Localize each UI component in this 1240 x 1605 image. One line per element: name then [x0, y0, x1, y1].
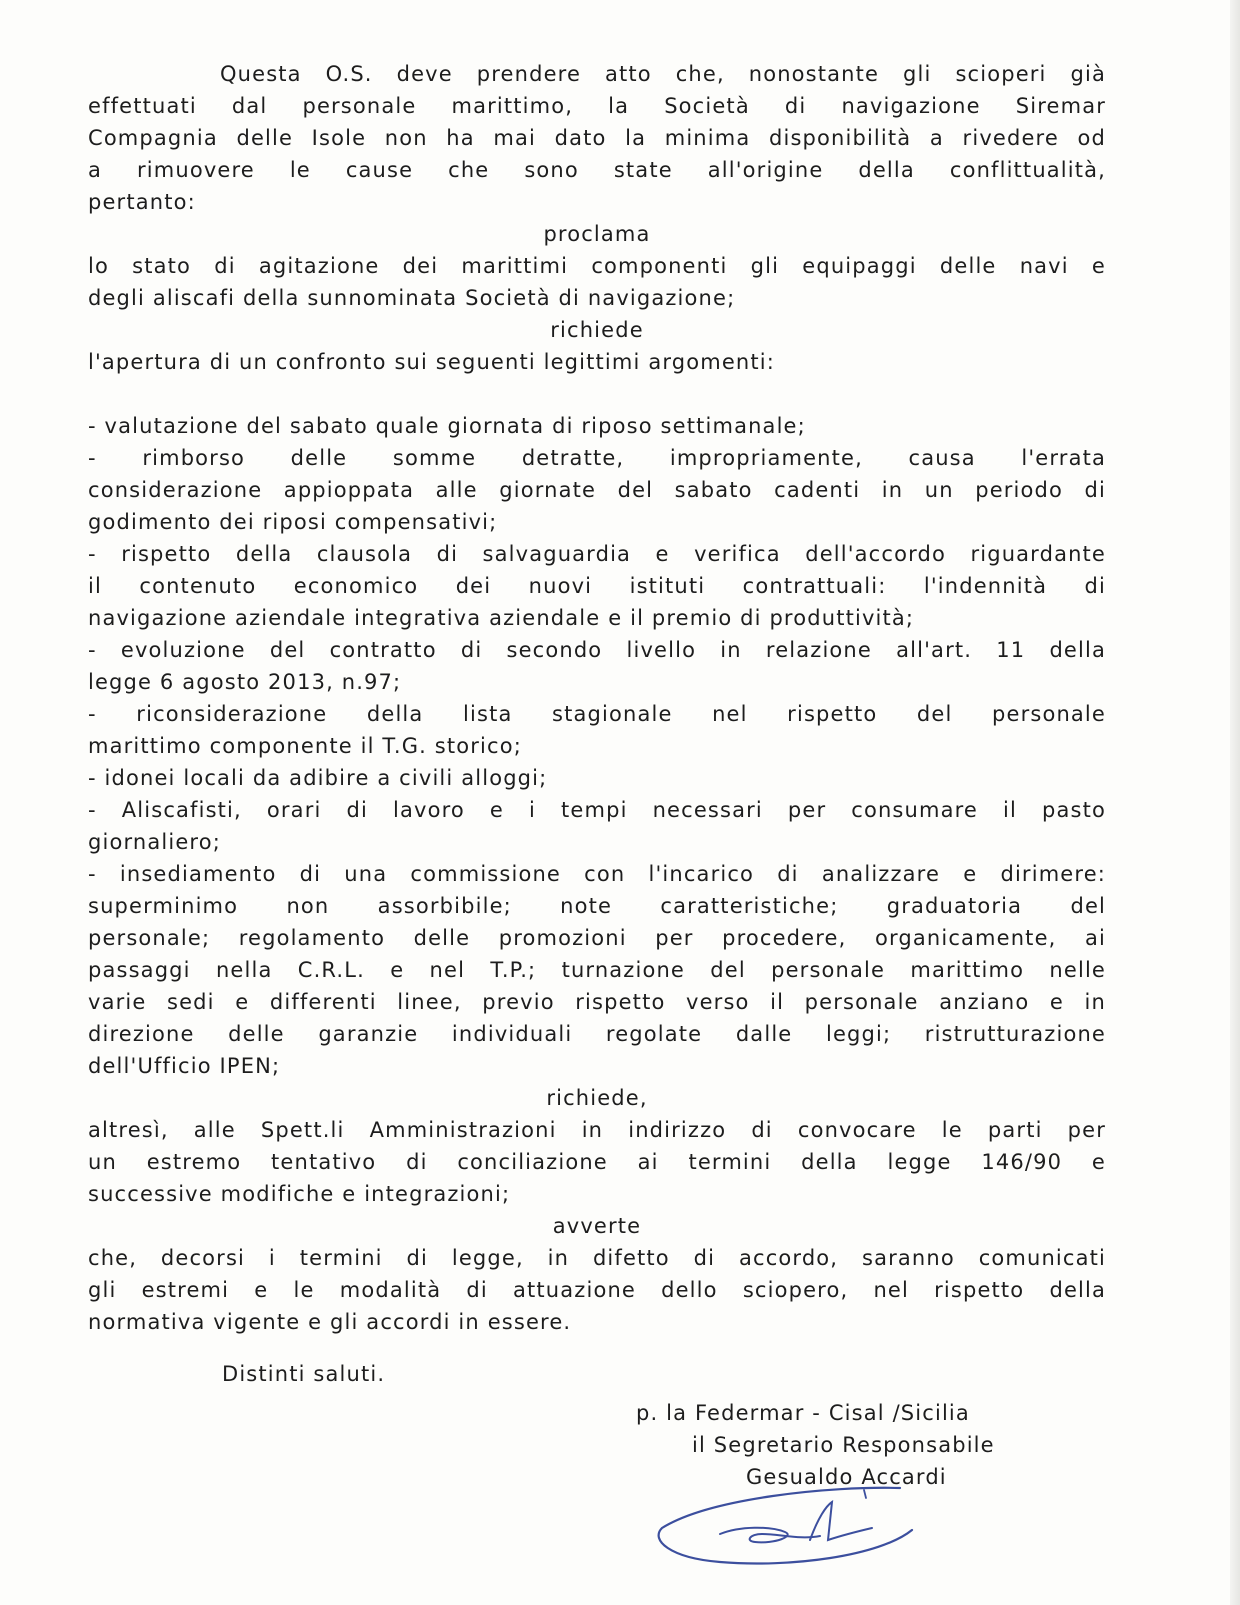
heading-richiede-altresi: richiede,	[546, 1086, 648, 1110]
text-line: - evoluzione del contratto di secondo livello in relazione all'art. 11 della	[88, 638, 1106, 662]
text-line: varie sedi e differenti linee, previo rispetto verso il personale anziano e in	[88, 990, 1106, 1014]
text-line: direzione delle garanzie individuali regolate dalle leggi; ristrutturazione	[88, 1022, 1106, 1046]
text-line: - rispetto della clausola di salvaguardia e verifica dell'accordo riguardante	[88, 542, 1106, 566]
richiede-paragraph: l'apertura di un confronto sui seguenti legittimi argomenti:	[88, 350, 775, 374]
text-line: - idonei locali da adibire a civili alloggi;	[88, 766, 548, 790]
richiede-altresi-paragraph	[88, 1114, 1106, 1210]
text-line: - insediamento di una commissione con l'incarico di analizzare e dirimere:	[88, 862, 1106, 886]
role-line: il Segretario Responsabile	[692, 1433, 995, 1457]
text-line: normativa vigente e gli accordi in essere.	[88, 1310, 572, 1334]
handwritten-signature	[650, 1478, 920, 1568]
text-line: navigazione aziendale integrativa aziendale e il premio di produttività;	[88, 606, 915, 630]
text-line: altresì, alle Spett.li Amministrazioni in indirizzo di convocare le parti per	[88, 1118, 1106, 1142]
organization-line: p. la Federmar - Cisal /Sicilia	[636, 1401, 970, 1425]
text-line: superminimo non assorbibile; note caratteristiche; graduatoria del	[88, 894, 1106, 918]
text-line: passaggi nella C.R.L. e nel T.P.; turnazione del personale marittimo nelle	[88, 958, 1106, 982]
heading-proclama: proclama	[543, 222, 651, 246]
list-item	[88, 794, 1106, 858]
text-line: Questa O.S. deve prendere atto che, nonostante gli scioperi già	[220, 62, 1106, 86]
text-line: - Aliscafisti, orari di lavoro e i tempi necessari per consumare il pasto	[88, 798, 1106, 822]
text-line: considerazione appioppata alle giornate del sabato cadenti in un periodo di	[88, 478, 1106, 502]
text-line: a rimuovere le cause che sono state all'origine della conflittualità,	[88, 158, 1106, 182]
list-item	[88, 762, 1106, 794]
list-item	[88, 858, 1106, 1082]
text-line: legge 6 agosto 2013, n.97;	[88, 670, 402, 694]
text-line: dell'Ufficio IPEN;	[88, 1054, 281, 1078]
text-line: giornaliero;	[88, 830, 221, 854]
text-line: Compagnia delle Isole non ha mai dato la minima disponibilità a rivedere od	[88, 126, 1106, 150]
text-line: marittimo componente il T.G. storico;	[88, 734, 522, 758]
spacer	[88, 378, 1106, 410]
text-line: gli estremi e le modalità di attuazione dello sciopero, nel rispetto della	[88, 1278, 1106, 1302]
closing-salutation: Distinti saluti.	[222, 1362, 386, 1386]
heading-richiede: richiede	[550, 318, 644, 342]
avverte-paragraph	[88, 1242, 1106, 1338]
text-line: - rimborso delle somme detratte, impropriamente, causa l'errata	[88, 446, 1106, 470]
letter-body	[88, 58, 1106, 1338]
intro-paragraph	[88, 58, 1106, 218]
list-item	[88, 410, 1106, 442]
list-item	[88, 698, 1106, 762]
list-item	[88, 538, 1106, 634]
proclama-paragraph	[88, 250, 1106, 314]
heading-avverte: avverte	[552, 1214, 642, 1238]
text-line: effettuati dal personale marittimo, la Società di navigazione Siremar	[88, 94, 1106, 118]
text-line: - valutazione del sabato quale giornata di riposo settimanale;	[88, 414, 806, 438]
text-line: il contenuto economico dei nuovi istituti contrattuali: l'indennità di	[88, 574, 1106, 598]
text-line: lo stato di agitazione dei marittimi componenti gli equipaggi delle navi e	[88, 254, 1106, 278]
list-item	[88, 442, 1106, 538]
text-line: pertanto:	[88, 190, 196, 214]
text-line: degli aliscafi della sunnominata Società di navigazione;	[88, 286, 736, 310]
text-line: godimento dei riposi compensativi;	[88, 510, 498, 534]
text-line: - riconsiderazione della lista stagionale nel rispetto del personale	[88, 702, 1106, 726]
signer-name: Gesualdo Accardi	[746, 1465, 947, 1489]
text-line: successive modifiche e integrazioni;	[88, 1182, 511, 1206]
text-line: personale; regolamento delle promozioni per procedere, organicamente, ai	[88, 926, 1106, 950]
argument-list	[88, 410, 1106, 1082]
scan-edge	[1230, 0, 1240, 1605]
text-line: che, decorsi i termini di legge, in difetto di accordo, saranno comunicati	[88, 1246, 1106, 1270]
list-item	[88, 634, 1106, 698]
text-line: un estremo tentativo di conciliazione ai termini della legge 146/90 e	[88, 1150, 1106, 1174]
